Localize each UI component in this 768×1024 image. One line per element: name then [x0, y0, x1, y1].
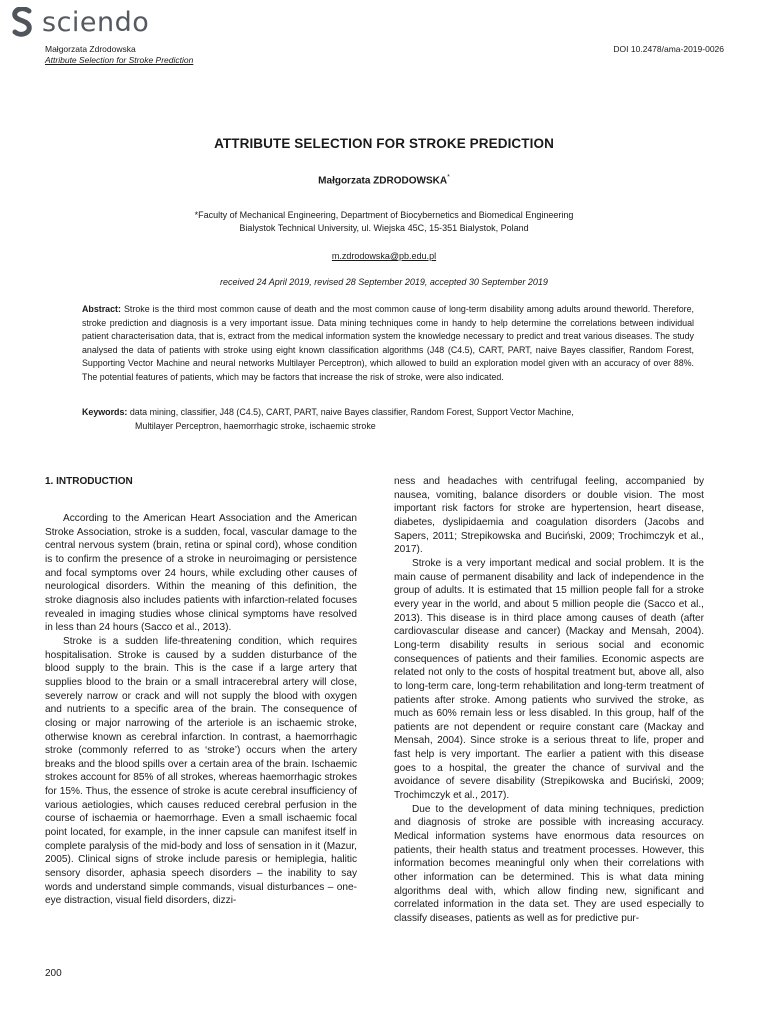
paragraph: According to the American Heart Association and the American Stroke Association, stroke is a sudden, focal, vascular damage to the central nervous system (brain, retina or spinal cord), whose condition is to confirm the presence of a stroke in neuroimaging or persistence and focal symptoms over 24 hours, while excluding other causes of neurological disorders. Within the meaning of this definition, the stroke diagnosis also includes patients with infarction-related focuses revealed in imaging studies whose clinical symptoms have resolved in less than 24 hours (Sacco et al., 2013). — [45, 513, 357, 634]
article-dates: received 24 April 2019, revised 28 September 2019, accepted 30 September 2019 — [220, 277, 548, 287]
keywords-line-1: data mining, classifier, J48 (C4.5), CART, PART, naive Bayes classifier, Random Forest, Support Vector Machine, — [129, 407, 574, 417]
page-number: 200 — [45, 968, 62, 979]
affiliation-line-1: *Faculty of Mechanical Engineering, Department of Biocybernetics and Biomedical Engineering — [194, 210, 574, 220]
sciendo-logo-icon — [10, 7, 36, 37]
author-name: Małgorzata ZDRODOWSKA — [318, 175, 448, 187]
running-title-link[interactable]: Attribute Selection for Stroke Prediction — [45, 55, 194, 65]
keywords-label: Keywords: — [82, 407, 128, 417]
paragraph: Due to the development of data mining techniques, prediction and diagnosis of stroke are possible with increasing accuracy. Medical information systems have enormous data resources on patients, their health status and treatment processes. However, this information becomes meaningful only when their correlations with other information can be determined. This is what data mining algorithms deal with, which allow finding new, significant and correlated information in the data set. They are used especially to classify diseases, patients as well as for predictive pur- — [394, 803, 704, 924]
running-author: Małgorzata Zdrodowska — [45, 44, 136, 54]
article-author — [0, 174, 768, 186]
body-column-right — [394, 475, 704, 926]
doi-label: DOI 10.2478/ama-2019-0026 — [613, 44, 724, 54]
author-mark: * — [447, 174, 450, 181]
author-email-link[interactable]: m.zdrodowska@pb.edu.pl — [331, 251, 437, 261]
abstract — [82, 303, 694, 385]
keywords-line-2: Multilayer Perceptron, haemorrhagic stroke, ischaemic stroke — [135, 420, 376, 431]
logo-text: sciendo — [42, 6, 150, 38]
article-title: ATTRIBUTE SELECTION FOR STROKE PREDICTION — [214, 136, 554, 151]
keywords — [82, 406, 694, 433]
section-heading-introduction: 1. INTRODUCTION — [45, 476, 133, 487]
paragraph: Stroke is a very important medical and social problem. It is the main cause of permanent disability and lack of independence in the group of adults. It is estimated that 15 million people fall for a stroke every year in the world, and about 5 million people die (Sacco et al., 2013). This disease is in third place among causes of death (after cardiovascular disease and cancer) (Mackay and Mensah, 2004). Long-term disability results in serious social and economic consequences of patients and their families. Economic aspects are related not only to the costs of hospital treatment but, above all, also to long-term care, long-term rehabilitation and long-term treatment of patients after stroke. Among patients who survived the stroke, as much as 60% remain less or less disabled. In this group, half of the patients are not dependent or require constant care (Mackay and Mensah, 2004). Since stroke is a serious threat to life, proper and fast help is very important. The earlier a patient with this disease goes to a hospital, the greater the chance of survival and the avoidance of severe disability (Strepikowska and Buciński, 2009; Trochimczyk et al., 2017). — [394, 557, 704, 802]
publisher-logo — [10, 6, 149, 38]
abstract-text: Stroke is the third most common cause of death and the most common cause of long-term disability among adults around theworld. Therefore, stroke prediction and diagnosis is a very important issue. Data mining techniques come in handy to help determine the correlations between individual patient characterisation data, that is, extract from the medical information system the knowledge necessary to predict and treat various diseases. The study analysed the data of patients with stroke using eight known classification algorithms (J48 (C4.5), CART, PART, naive Bayes classifier, Random Forest, Supporting Vector Machine and neural networks Multilayer Perceptron), which allowed to build an exploration model given with an accuracy of over 88%. The potential features of patients, which may be factors that increase the risk of stroke, were also indicated. — [82, 304, 694, 382]
body-column-left — [45, 512, 357, 908]
affiliation-line-2: Bialystok Technical University, ul. Wiejska 45C, 15-351 Bialystok, Poland — [239, 223, 529, 233]
paragraph: ness and headaches with centrifugal feeling, accompanied by nausea, vomiting, balance disorders or double vision. The most important risk factors for stroke are hypertension, heart disease, diabetes, dyslipidaemia and coagulation disorders (Jacobs and Sapers, 2011; Strepikowska and Buciński, 2009; Trochimczyk et al., 2017). — [394, 476, 704, 556]
paragraph: Stroke is a sudden life-threatening condition, which requires hospitalisation. Stroke is caused by a sudden disturbance of the blood supply to the brain. This is the case if a large artery that supplies blood to the brain or a small intracerebral artery will close, severely narrow or crack and will not supply the blood with oxygen and nutrients to a specific area of the brain. The consequence of closing or major narrowing of the arteriole is an ischaemic stroke, otherwise known as cerebral infarction. In contrast, a haemorrhagic stroke (commonly referred to as ‘stroke’) occurs when the artery breaks and the blood spills over a certain area of the brain. Ischaemic strokes account for 85% of all strokes, whereas haemorrhagic strokes for 15%. Thus, the essence of stroke is acute cerebral insufficiency of various aetiologies, which causes reduced cerebral perfusion in the course of ischaemia or haemorrhage. Even a small ischaemic focal point located, for example, in the inner capsule can manifest itself in complete paralysis of the mid-body and loss of sensation in it (Mazur, 2005). Clinical signs of stroke include paresis or hemiplegia, halitic sensory disorder, aphasia speech disorders – the inability to say words and understand simple commands, visual disturbances – one-eye distraction, visual field disorders, dizzi- — [45, 635, 357, 907]
abstract-label: Abstract: — [82, 304, 121, 314]
